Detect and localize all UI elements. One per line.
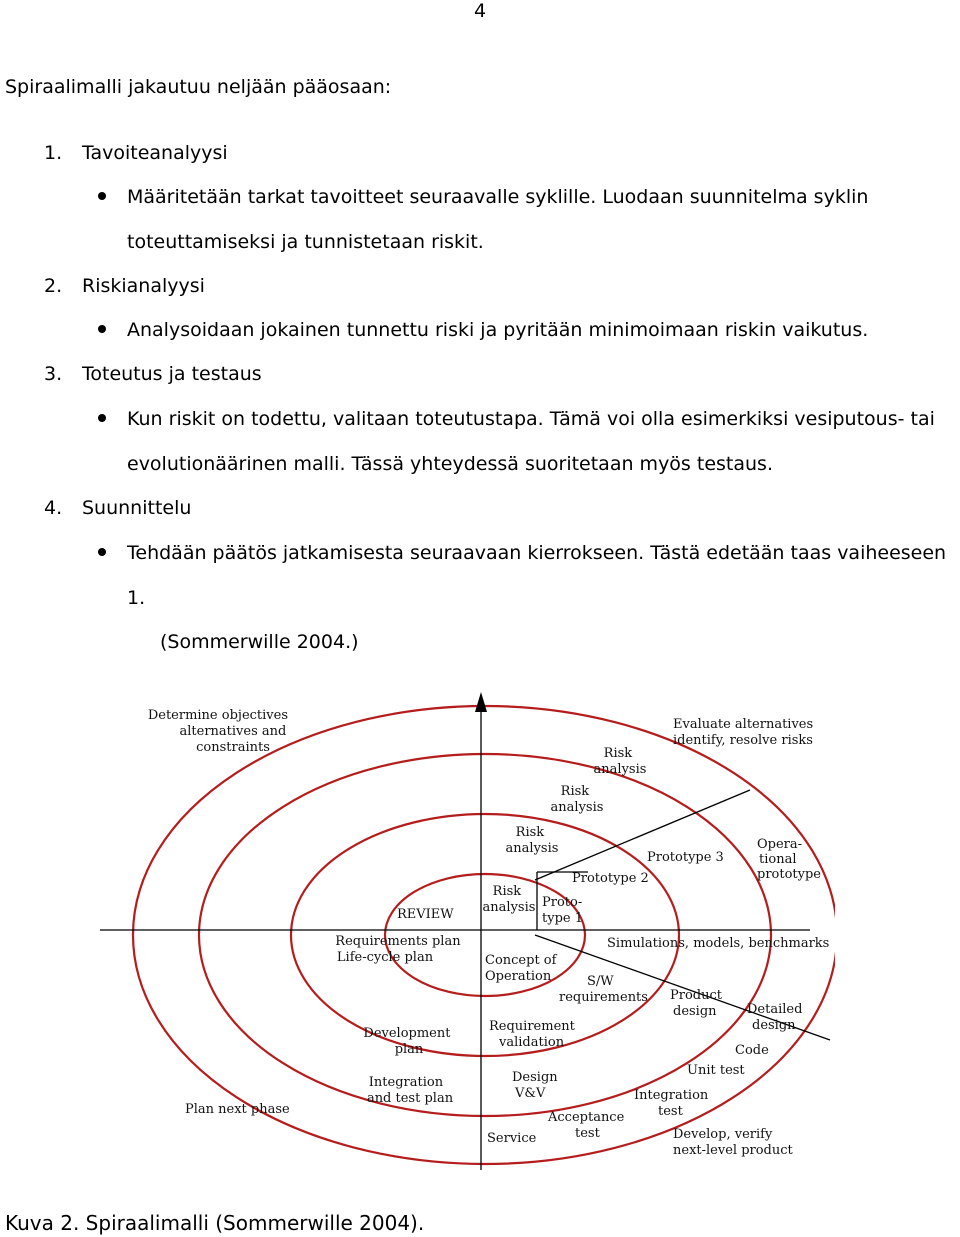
bullet-4 xyxy=(98,548,106,556)
list-item-2-text-line-1: Analysoidaan jokainen tunnettu riski ja pyritään minimoimaan riskin vaikutus. xyxy=(127,319,869,341)
acceptance-test-label: Acceptance test xyxy=(548,1110,625,1141)
list-item-1-text-line-2: toteuttamiseksi ja tunnistetaan riskit. xyxy=(127,231,484,253)
list-item-1-text-line-1: Määritetään tarkat tavoitteet seuraavalle syklille. Luodaan suunnitelma syklin xyxy=(127,186,869,208)
list-item-3-text-line-2: evolutionäärinen malli. Tässä yhteydessä suoritetaan myös testaus. xyxy=(127,453,773,475)
review-label: REVIEW xyxy=(397,907,454,922)
risk-analysis-2-label: Risk analysis xyxy=(505,825,559,856)
bullet-2 xyxy=(98,325,106,333)
list-item-3-text-line-1: Kun riskit on todettu, valitaan toteutustapa. Tämä voi olla esimerkiksi vesiputous- tai xyxy=(127,408,935,430)
list-item-4-number: 4. xyxy=(44,497,63,519)
list-item-4-text-line-2: 1. xyxy=(127,587,146,609)
list-item-1-number: 1. xyxy=(44,142,63,164)
requirement-validation-label: Requirement validation xyxy=(489,1019,575,1050)
service-label: Service xyxy=(487,1131,537,1146)
list-item-2-number: 2. xyxy=(44,275,63,297)
page-number: 4 xyxy=(474,0,487,22)
develop-verify-label: Develop, verify next-level product xyxy=(673,1127,793,1158)
intro-text: Spiraalimalli jakautuu neljään pääosaan: xyxy=(5,76,392,98)
list-item-2-title: Riskianalyysi xyxy=(82,275,205,297)
risk-analysis-4-label: Risk analysis xyxy=(593,746,647,777)
list-item-3-number: 3. xyxy=(44,363,63,385)
requirements-plan-label: Requirements plan Life-cycle plan xyxy=(335,934,461,965)
bullet-3 xyxy=(98,414,106,422)
list-item-3-title: Toteutus ja testaus xyxy=(82,363,262,385)
list-item-4-title: Suunnittelu xyxy=(82,497,192,519)
evaluate-alternatives-label: Evaluate alternatives identify, resolve risks xyxy=(673,717,814,748)
list-item-1-title: Tavoiteanalyysi xyxy=(82,142,228,164)
unit-test-label: Unit test xyxy=(687,1063,745,1078)
prototype-1-label: Proto- type 1 xyxy=(542,895,583,926)
bullet-1 xyxy=(98,192,106,200)
spiral-loop-4 xyxy=(133,706,835,1164)
product-design-label: Product design xyxy=(670,988,722,1019)
integration-test-plan-label: Integration and test plan xyxy=(366,1075,454,1106)
axis-arrow xyxy=(475,692,487,712)
development-plan-label: Development plan xyxy=(363,1026,451,1057)
integration-test-label: Integration test xyxy=(634,1088,709,1119)
concept-of-operation-label: Concept of Operation xyxy=(485,953,557,984)
risk-analysis-3-label: Risk analysis xyxy=(550,784,604,815)
citation: (Sommerwille 2004.) xyxy=(160,631,359,653)
list-item-4-text-line-1: Tehdään päätös jatkamisesta seuraavaan kierrokseen. Tästä edetään taas vaiheeseen xyxy=(127,542,947,564)
simulations-label: Simulations, models, benchmarks xyxy=(607,936,830,951)
prototype-2-label: Prototype 2 xyxy=(572,871,649,886)
figure-caption: Kuva 2. Spiraalimalli (Sommerwille 2004). xyxy=(5,1211,425,1235)
risk-analysis-1-label: Risk analysis xyxy=(482,884,536,915)
sw-requirements-label: S/W requirements xyxy=(559,974,648,1005)
operational-prototype-label: Opera- tional prototype xyxy=(757,837,821,882)
prototype-3-label: Prototype 3 xyxy=(647,850,724,865)
determine-objectives-label: Determine objectives alternatives and constraints xyxy=(147,708,289,755)
axes xyxy=(100,700,830,1170)
design-vv-label: Design V&V xyxy=(512,1070,558,1101)
code-label: Code xyxy=(735,1043,769,1058)
spiral-loop-3 xyxy=(199,754,771,1116)
spiral-loops xyxy=(133,706,835,1164)
plan-next-phase-label: Plan next phase xyxy=(185,1102,290,1117)
detailed-design-label: Detailed design xyxy=(747,1002,803,1033)
spiral-model-diagram xyxy=(95,690,835,1180)
